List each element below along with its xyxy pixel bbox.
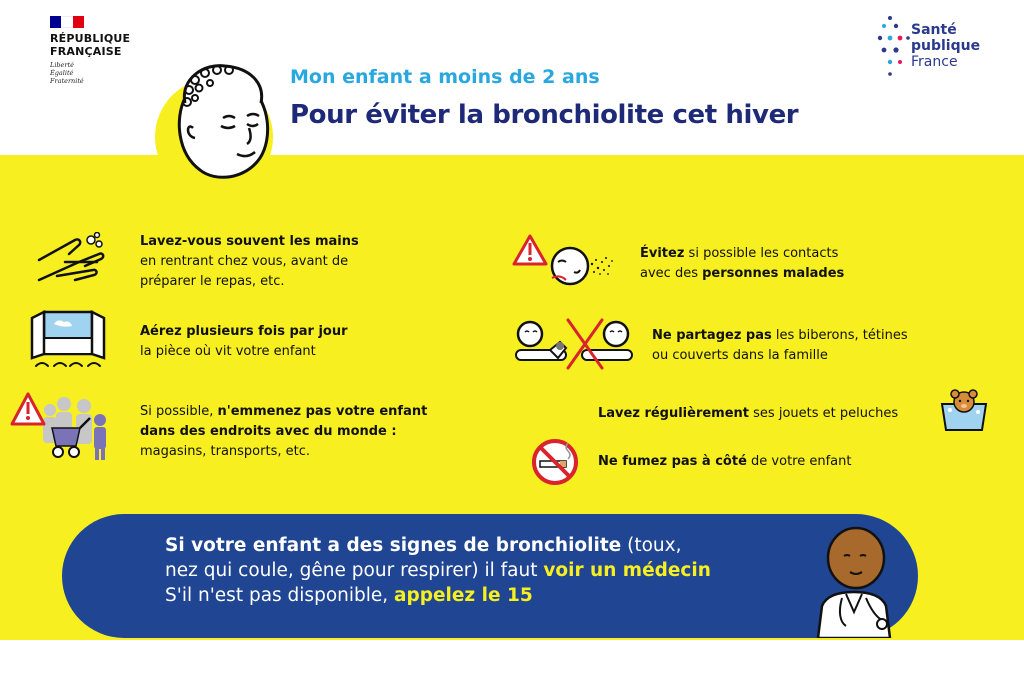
bottom-l1-rest: (toux, bbox=[621, 535, 682, 556]
tip-wash-toys bbox=[598, 404, 898, 424]
doctor-icon bbox=[812, 522, 896, 638]
tip-hand-washing-line2: en rentrant chez vous, avant de bbox=[140, 254, 349, 269]
sp-line2: publique bbox=[911, 38, 981, 54]
header-title: Pour éviter la bronchiolite cet hiver bbox=[290, 100, 799, 130]
tip-avoid-sick-rest1: si possible les contacts bbox=[684, 246, 839, 261]
rf-motto-1: Liberté bbox=[50, 61, 74, 69]
tip-avoid-sick bbox=[640, 244, 844, 284]
tip-no-sharing-bold: Ne partagez pas bbox=[652, 328, 772, 343]
header-subtitle: Mon enfant a moins de 2 ans bbox=[290, 66, 600, 88]
bottom-alert-text bbox=[165, 533, 711, 608]
tip-wash-toys-bold: Lavez régulièrement bbox=[598, 406, 750, 421]
teddy-bath-icon bbox=[940, 386, 988, 432]
no-smoking-icon bbox=[530, 437, 580, 487]
tip-hand-washing bbox=[140, 232, 359, 292]
crowd-warning-icon bbox=[8, 390, 108, 462]
sneeze-warning-icon bbox=[512, 232, 616, 292]
tip-no-sharing-line2: ou couverts dans la famille bbox=[652, 348, 828, 363]
rf-motto-2: Égalité bbox=[50, 69, 74, 77]
tip-no-smoking-rest: de votre enfant bbox=[746, 454, 852, 469]
tip-avoid-sick-bold2: personnes malades bbox=[702, 266, 845, 281]
bottom-see-doctor: voir un médecin bbox=[543, 560, 711, 581]
baby-face-icon bbox=[165, 58, 275, 188]
hand-washing-icon bbox=[35, 232, 107, 288]
tip-crowds-bold1: n'emmenez pas votre enfant bbox=[217, 404, 428, 419]
rf-line2: FRANÇAISE bbox=[50, 45, 122, 58]
rf-motto-3: Fraternité bbox=[50, 77, 84, 85]
tip-no-sharing-rest1: les biberons, tétines bbox=[771, 328, 908, 343]
sp-line3: France bbox=[911, 54, 958, 70]
tip-wash-toys-rest: ses jouets et peluches bbox=[749, 406, 899, 421]
bottom-call-15: appelez le 15 bbox=[394, 585, 533, 606]
republique-francaise-logo bbox=[50, 16, 160, 85]
bottom-l2-rest: nez qui coule, gêne pour respirer) il faut bbox=[165, 560, 544, 581]
tip-ventilate bbox=[140, 322, 348, 362]
tip-hand-washing-line3: préparer le repas, etc. bbox=[140, 274, 285, 289]
tip-avoid-sick-bold1: Évitez bbox=[640, 246, 685, 261]
tip-crowds-pre: Si possible, bbox=[140, 404, 218, 419]
tip-crowds-bold2: dans des endroits avec du monde : bbox=[140, 424, 397, 439]
no-sharing-bottle-icon bbox=[512, 316, 636, 372]
bottom-l3-rest: S'il n'est pas disponible, bbox=[165, 585, 395, 606]
tip-crowds-line3: magasins, transports, etc. bbox=[140, 444, 310, 459]
tip-no-sharing bbox=[652, 326, 908, 366]
tip-crowds bbox=[140, 402, 427, 462]
tricolor-flag-icon bbox=[50, 16, 84, 28]
tip-avoid-sick-pre2: avec des bbox=[640, 266, 703, 281]
sante-publique-france-logo bbox=[876, 14, 1006, 84]
tip-ventilate-line2: la pièce où vit votre enfant bbox=[140, 344, 316, 359]
tip-ventilate-bold: Aérez plusieurs fois par jour bbox=[140, 324, 348, 339]
bottom-l1-bold: Si votre enfant a des signes de bronchiolite bbox=[165, 535, 622, 556]
tip-no-smoking bbox=[598, 452, 851, 472]
open-window-icon bbox=[28, 308, 108, 372]
sp-line1: Santé bbox=[911, 22, 957, 38]
rf-line1: RÉPUBLIQUE bbox=[50, 32, 131, 45]
sante-dots-icon bbox=[876, 14, 910, 84]
tip-no-smoking-bold: Ne fumez pas à côté bbox=[598, 454, 747, 469]
tip-hand-washing-bold: Lavez-vous souvent les mains bbox=[140, 234, 359, 249]
